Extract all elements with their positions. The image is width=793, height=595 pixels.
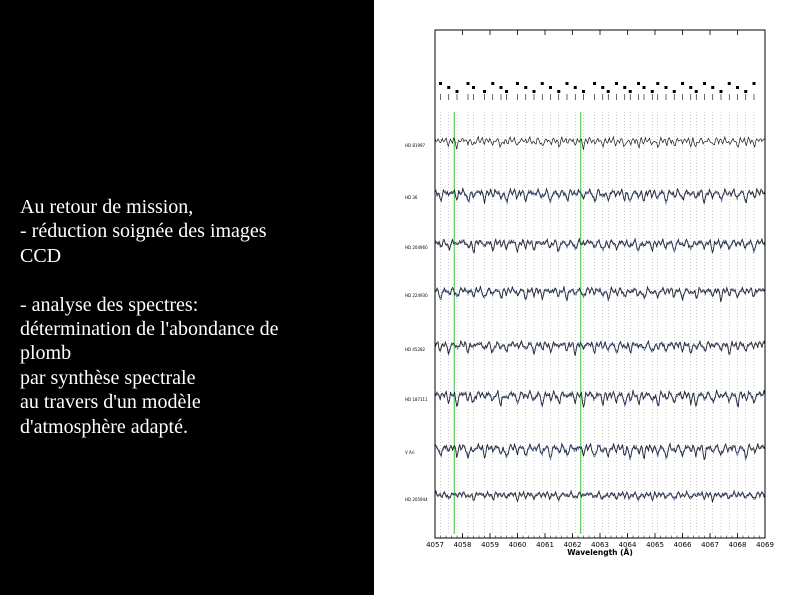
line-id-mark	[665, 86, 668, 89]
star-name: V Ari	[405, 450, 415, 455]
line-id-mark	[744, 90, 747, 93]
line-id-mark	[472, 86, 475, 89]
line-id-mark	[557, 90, 560, 93]
text-line: Au retour de mission,	[20, 196, 194, 218]
x-tick-label: 4065	[646, 541, 664, 549]
text-line: plomb	[20, 342, 72, 365]
text-line: CCD	[20, 244, 62, 267]
line-id-mark	[643, 86, 646, 89]
line-id-mark	[736, 86, 739, 89]
x-tick-label: 4058	[453, 541, 472, 549]
line-id-mark	[533, 90, 536, 93]
line-id-mark	[615, 82, 618, 85]
line-id-mark	[491, 82, 494, 85]
figure-panel	[374, 0, 793, 595]
line-id-mark	[629, 90, 632, 93]
synthetic-spectrum	[435, 391, 765, 407]
spectra-chart	[374, 0, 793, 595]
text-line: détermination de l'abondance de	[20, 318, 279, 341]
x-tick-label: 4062	[563, 541, 582, 549]
line-id-mark	[728, 82, 731, 85]
line-id-mark	[651, 90, 654, 93]
observed-spectrum	[435, 390, 765, 408]
line-id-mark	[720, 90, 723, 93]
line-id-mark	[637, 82, 640, 85]
text-line: d'atmosphère adapté.	[20, 415, 188, 438]
text-spacer	[20, 268, 365, 292]
x-axis-label: Wavelength (Å)	[567, 548, 633, 557]
line-id-mark	[695, 90, 698, 93]
observed-spectrum	[435, 286, 765, 302]
x-tick-label: 4068	[728, 541, 747, 549]
line-id-mark	[656, 82, 659, 85]
line-id-mark	[623, 86, 626, 89]
star-name: HD 81997	[405, 143, 426, 148]
line-id-mark	[447, 86, 450, 89]
line-id-mark	[673, 90, 676, 93]
star-name: HD 205944	[405, 497, 428, 502]
line-id-mark	[607, 90, 610, 93]
x-tick-label: 4061	[536, 541, 554, 549]
line-id-mark	[549, 86, 552, 89]
star-name: HD 45282	[405, 347, 426, 352]
line-id-mark	[582, 90, 585, 93]
line-id-mark	[516, 82, 519, 85]
star-name: HD 187111	[405, 397, 428, 402]
line-id-mark	[593, 82, 596, 85]
line-id-mark	[753, 82, 756, 85]
line-id-mark	[456, 90, 459, 93]
line-id-mark	[681, 82, 684, 85]
observed-spectrum	[435, 137, 765, 150]
line-id-mark	[524, 86, 527, 89]
line-id-mark	[689, 86, 692, 89]
star-name: HD 36	[405, 195, 418, 200]
line-id-mark	[601, 86, 604, 89]
text-line: - analyse des spectres:	[20, 293, 199, 316]
slide-text	[20, 195, 365, 439]
star-name: HD 204960	[405, 245, 428, 250]
x-tick-label: 4057	[426, 541, 444, 549]
line-id-mark	[505, 90, 508, 93]
x-tick-label: 4067	[701, 541, 719, 549]
text-line: au travers d'un modèle	[20, 391, 201, 414]
x-tick-label: 4063	[591, 541, 609, 549]
line-id-mark	[711, 86, 714, 89]
line-id-mark	[574, 86, 577, 89]
line-id-mark	[500, 86, 503, 89]
line-id-mark	[566, 82, 569, 85]
x-tick-label: 4060	[508, 541, 527, 549]
x-tick-label: 4059	[481, 541, 499, 549]
text-line: - réduction soignée des images	[20, 220, 267, 243]
star-name: HD 224930	[405, 293, 428, 298]
text-panel	[0, 0, 374, 595]
line-id-mark	[467, 82, 470, 85]
x-tick-label: 4069	[756, 541, 774, 549]
x-tick-label: 4064	[618, 541, 637, 549]
line-id-mark	[703, 82, 706, 85]
text-line: par synthèse spectrale	[20, 366, 196, 389]
observed-spectrum	[435, 491, 765, 503]
line-id-mark	[541, 82, 544, 85]
x-tick-label: 4066	[673, 541, 692, 549]
line-id-mark	[483, 90, 486, 93]
line-id-mark	[439, 82, 442, 85]
